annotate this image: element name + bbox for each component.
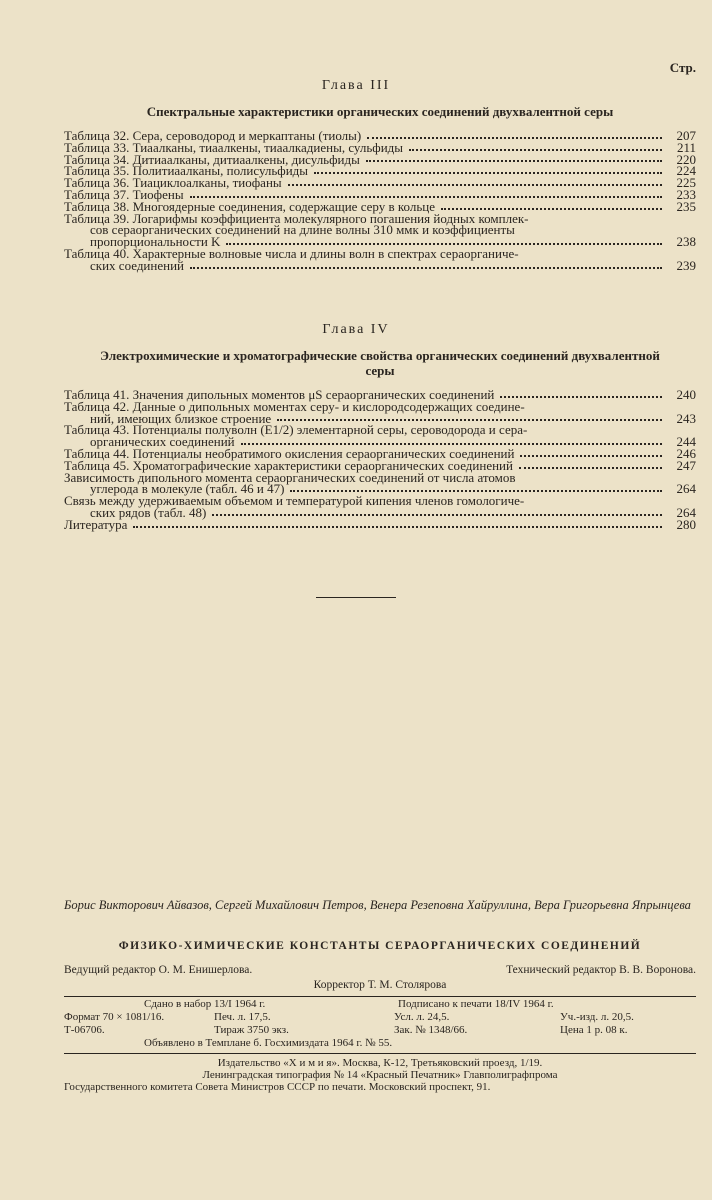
toc-entry-text: Таблица 43. Потенциалы полуволн (E1/2) элементарной серы, сероводорода и сера- — [64, 422, 528, 438]
chapter-4-title: Глава IV — [322, 322, 390, 337]
toc-entry — [64, 210, 696, 250]
chapter-3-title: Глава III — [321, 78, 391, 93]
print-info-cell: Уч.-изд. л. 20,5. — [560, 1011, 634, 1023]
tech-editor: Технический редактор В. В. Воронова. — [506, 964, 696, 976]
page-column-label: Стр. — [669, 60, 696, 75]
dot-leader — [500, 396, 662, 398]
dot-leader — [290, 490, 662, 492]
print-info-cell: Зак. № 1348/66. — [394, 1024, 468, 1036]
toc-entry-text: Таблица 42. Данные о дипольных моментах серу- и кислородсодержащих соедине- — [64, 398, 525, 414]
dot-leader — [241, 443, 662, 445]
print-info-cell: Тираж 3750 экз. — [214, 1024, 289, 1036]
toc-entry-text: ний, имеющих близкое строение — [90, 410, 272, 426]
toc-entry-text: Таблица 44. Потенциалы необратимого окисления сераорганических соединений — [64, 445, 515, 461]
toc-entry-text: ских рядов (табл. 48) — [90, 504, 207, 520]
dot-leader — [520, 455, 662, 457]
section-divider — [316, 597, 396, 598]
toc-page-number: 264 — [676, 504, 696, 520]
toc-page-number: 240 — [676, 387, 696, 402]
print-info-cell: Формат 70 × 1081/16. — [64, 1011, 165, 1023]
dot-leader — [409, 149, 662, 151]
rule-1 — [64, 996, 696, 997]
toc-page-number: 280 — [676, 516, 696, 532]
dot-leader — [190, 267, 662, 269]
toc-entry-text: Таблица 34. Дитиаалканы, дитиаалкены, дисульфиды — [64, 151, 360, 167]
toc-entry — [64, 398, 696, 426]
toc-entry-text: Таблица 45. Хроматографические характеристики сераорганических соединений — [64, 457, 513, 473]
toc-page-number: 243 — [676, 410, 696, 426]
toc-entry-text: Таблица 41. Значения дипольных моментов μS сераорганических соединений — [64, 387, 495, 402]
toc-entry-text: органических соединений — [90, 434, 235, 450]
toc-entry — [64, 516, 696, 532]
toc-entry-text: Таблица 36. Тиациклоалканы, тиофаны — [64, 175, 282, 191]
book-title: ФИЗИКО-ХИМИЧЕСКИЕ КОНСТАНТЫ СЕРАОРГАНИЧЕСКИХ СОЕДИНЕНИЙ — [118, 940, 642, 952]
print-info-cell: Подписано к печати 18/IV 1964 г. — [398, 998, 554, 1010]
toc-page-number: 233 — [676, 186, 696, 202]
print-info-cell: Т-06706. — [64, 1024, 105, 1036]
dot-leader — [133, 526, 662, 528]
toc-entry-text: Таблица 37. Тиофены — [64, 186, 184, 202]
dot-leader — [212, 514, 662, 516]
toc-page-number: 247 — [676, 457, 696, 473]
toc-page-number: 235 — [676, 198, 696, 214]
toc-entry — [64, 245, 696, 273]
toc-entry-text: Таблица 38. Многоядерные соединения, содержащие серу в кольце — [64, 198, 435, 214]
lead-editor: Ведущий редактор О. М. Енишерлова. — [64, 964, 253, 976]
print-info-cell: Объявлено в Темплане б. Госхимиздата 1964 г. № 55. — [144, 1037, 393, 1049]
chapter-3-toc — [64, 130, 696, 272]
toc-page-number: 239 — [676, 257, 696, 273]
toc-entry-text: сов сераорганических соединений на длине волны 310 ммк и коэффициенты — [90, 222, 515, 238]
toc-page-number: 238 — [676, 234, 696, 250]
chapter-4-toc — [64, 389, 696, 531]
toc-entry-text: Литература — [64, 516, 128, 532]
toc-entry-text: Таблица 35. Политиаалканы, полисульфиды — [64, 163, 309, 179]
toc-page-number: 211 — [676, 139, 696, 155]
dot-leader — [367, 137, 662, 139]
dot-leader — [277, 419, 662, 421]
editors-row — [64, 964, 696, 976]
dot-leader — [519, 467, 662, 469]
dot-leader — [314, 172, 662, 174]
chapter-4-subtitle: Электрохимические и хроматографические свойства органических соединений двухвалентной серы — [100, 348, 660, 378]
toc-entry-text: Таблица 39. Логарифмы коэффициента молекулярного погашения йодных комплек- — [64, 210, 529, 226]
toc-entry — [64, 424, 696, 448]
toc-page-number: 244 — [676, 434, 696, 450]
publisher-info — [64, 1057, 696, 1093]
dot-leader — [366, 160, 662, 162]
publisher-line: Государственного комитета Совета Министров СССР по печати. Московский проспект, 91. — [64, 1081, 491, 1093]
dot-leader — [226, 243, 662, 245]
toc-page-number: 207 — [676, 128, 696, 143]
toc-page-number: 264 — [676, 481, 696, 497]
dot-leader — [190, 196, 662, 198]
toc-entry-text: Связь между удерживаемым объемом и температурой кипения членов гомологиче- — [64, 493, 525, 509]
toc-entry-text: Зависимость дипольного момента сераорганических соединений от числа атомов — [64, 469, 516, 485]
toc-entry-text: Таблица 33. Тиаалканы, тиаалкены, тиаалкадиены, сульфиды — [64, 139, 404, 155]
print-info-cell: Сдано в набор 13/I 1964 г. — [144, 998, 266, 1010]
toc-entry — [64, 469, 696, 497]
toc-entry-text: пропорциональности K — [90, 234, 221, 250]
toc-entry-text: ских соединений — [90, 257, 184, 273]
chapter-3-subtitle: Спектральные характеристики органических соединений двухвалентной серы — [146, 104, 614, 119]
print-info-cell: Цена 1 р. 08 к. — [560, 1024, 628, 1036]
publisher-line: Издательство «Х и м и я». Москва, К-12, Третьяковский проезд, 1/19. — [217, 1057, 543, 1069]
toc-page-number: 220 — [676, 151, 696, 167]
authors: Борис Викторович Айвазов, Сергей Михайлович Петров, Венера Резеповна Хайруллина, Вера Григорьевна Япрынцева — [64, 898, 691, 912]
toc-page-number: 246 — [676, 445, 696, 461]
publisher-line: Ленинградская типография № 14 «Красный Печатник» Главполиграфпрома — [202, 1069, 558, 1081]
print-info-cell: Усл. л. 24,5. — [394, 1011, 450, 1023]
toc-entry — [64, 495, 696, 519]
dot-leader — [288, 184, 662, 186]
toc-entry-text: углерода в молекуле (табл. 46 и 47) — [90, 481, 285, 497]
print-info-cell: Печ. л. 17,5. — [214, 1011, 271, 1023]
toc-page-number: 224 — [676, 163, 696, 179]
corrector: Корректор Т. М. Столярова — [313, 979, 447, 991]
toc-entry-text: Таблица 32. Сера, сероводород и меркаптаны (тиолы) — [64, 128, 362, 143]
toc-entry-text: Таблица 40. Характерные волновые числа и длины волн в спектрах сераорганиче- — [64, 245, 519, 261]
rule-2 — [64, 1053, 696, 1054]
toc-page-number: 225 — [676, 175, 696, 191]
dot-leader — [441, 208, 662, 210]
